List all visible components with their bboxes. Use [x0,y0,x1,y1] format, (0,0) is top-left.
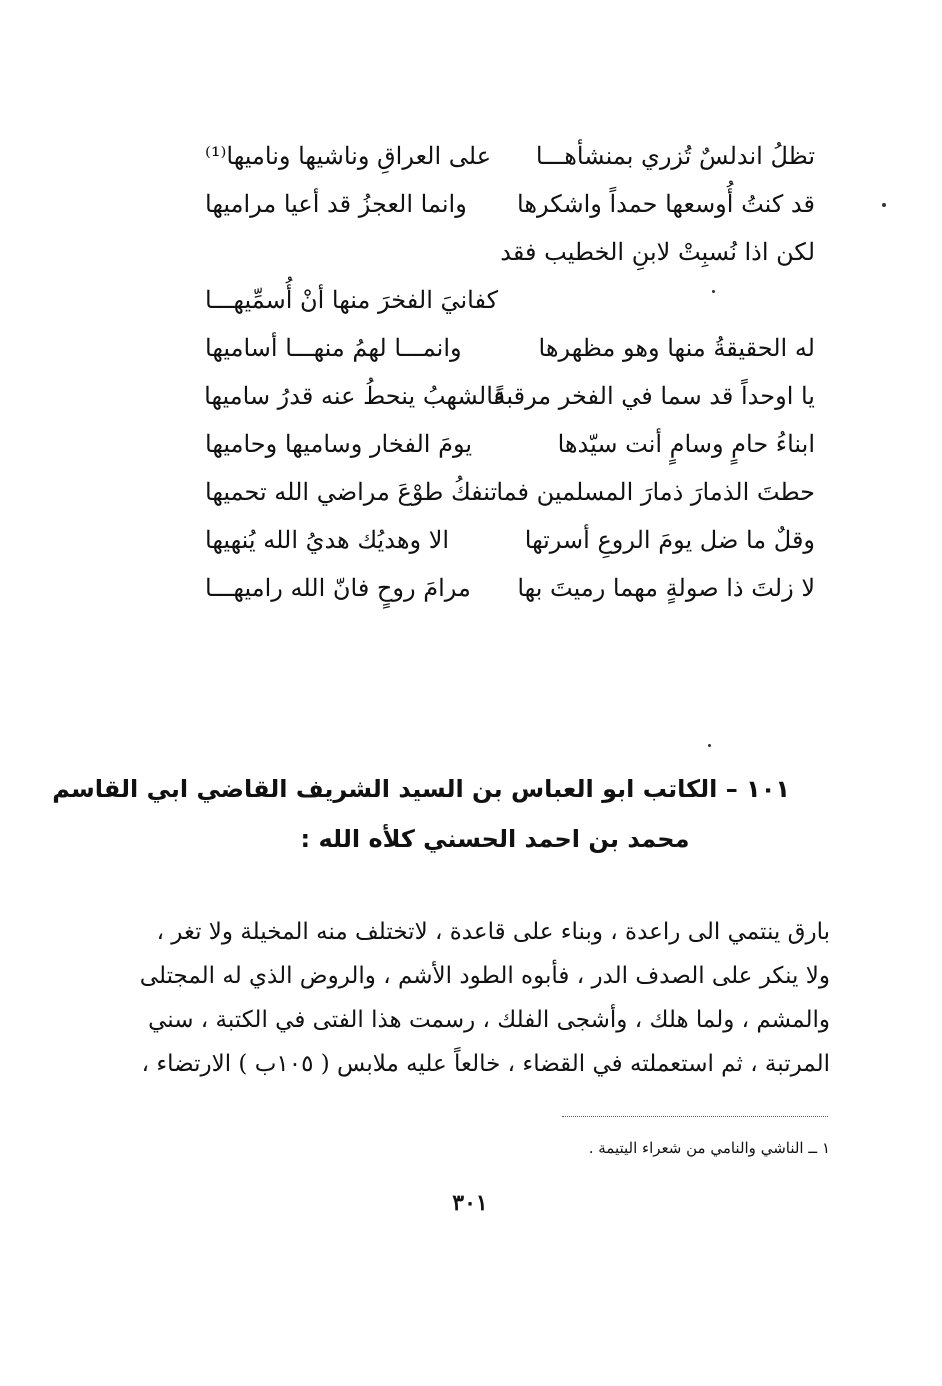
verse-line [205,468,815,516]
verse-line [205,516,815,564]
verse-second-hemistich: على العراقِ وناشيها وناميها⁽¹⁾ [205,142,492,170]
prose-line: والمشم ، ولما هلك ، وأشجى الفلك ، رسمت هذا الفتى في الكتبة ، سني [148,1007,830,1033]
verse-first-hemistich: حطتَ الذمارَ ذمارَ المسلمين فما [496,478,815,506]
prose-line: المرتبة ، ثم استعملته في القضاء ، خالعاً عليه ملابس ( ١٠٥ب ) الارتضاء ، [141,1051,830,1077]
prose-line: بارق ينتمي الى راعدة ، وبناء على قاعدة ، لاتختلف منه المخيلة ولا تغر ، [156,919,830,945]
scan-speck [882,203,886,207]
prose-line: ولا ينكر على الصدف الدر ، فأبوه الطود الأشم ، والروض الذي له المجتلى [139,963,830,989]
verse-first-hemistich: يا اوحداً قد سما في الفخر مرقبةً [493,382,815,410]
section-heading-line-2: محمد بن احمد الحسني كلأه الله : [300,825,690,853]
verse-line [205,324,815,372]
verse-line [205,228,815,276]
verse-first-hemistich: ابناءُ حامٍ وسامٍ أنت سيّدها [557,430,815,458]
verse-second-hemistich: وانما العجزُ قد أعيا مراميها [205,190,467,218]
verse-second-hemistich: يومَ الفخار وساميها وحاميها [205,430,473,458]
verse-second-hemistich: تنفكُ طوْعَ مراضي الله تحميها [205,478,498,506]
verse-second-hemistich: فالشهبُ ينحطُ عنه قدرُ ساميها [204,382,505,410]
verse-second-hemistich: الا وهديُك هديُ الله يُنهيها [205,526,450,554]
verse-second-hemistich: وانمـــا لهمُ منهـــا أساميها [205,334,462,362]
verse-second-hemistich: مرامَ روحٍ فانّ الله راميهـــا [205,574,471,602]
verse-first-hemistich: لا زلتَ ذا صولةٍ مهما رميتَ بها [517,574,815,602]
scan-speck [712,290,715,293]
verse-line [205,564,815,612]
footnote-separator [562,1116,828,1117]
verse-line [205,372,815,420]
verse-first-hemistich: وقلٌ ما ضل يومَ الروعِ أسرتها [524,526,815,554]
verse-first-hemistich: تظلُ اندلسٌ تُزري بمنشأهـــا [535,142,815,170]
footnote: ١ ــ الناشي والنامي من شعراء اليتيمة . [588,1139,830,1157]
scan-speck [708,744,711,747]
section-heading [52,764,790,864]
section-heading-line-1: ١٠١ – الكاتب ابو العباس بن السيد الشريف القاضي ابي القاسم [52,775,790,803]
verse-first-hemistich: له الحقيقةُ منها وهو مظهرها [538,334,815,362]
verse-second-hemistich: كفانيَ الفخرَ منها أنْ أُسمِّيهـــا [205,286,499,314]
page-number: ٣٠١ [452,1190,488,1216]
poem-block [205,132,815,612]
verse-line [205,132,815,180]
verse-line [205,276,815,324]
verse-line [205,180,815,228]
verse-first-hemistich: لكن اذا نُسبِتْ لابنِ الخطيب فقد [500,238,815,266]
verse-first-hemistich: قد كنتُ أُوسعها حمداً واشكرها [517,190,815,218]
prose-paragraph [139,910,830,1086]
verse-line [205,420,815,468]
